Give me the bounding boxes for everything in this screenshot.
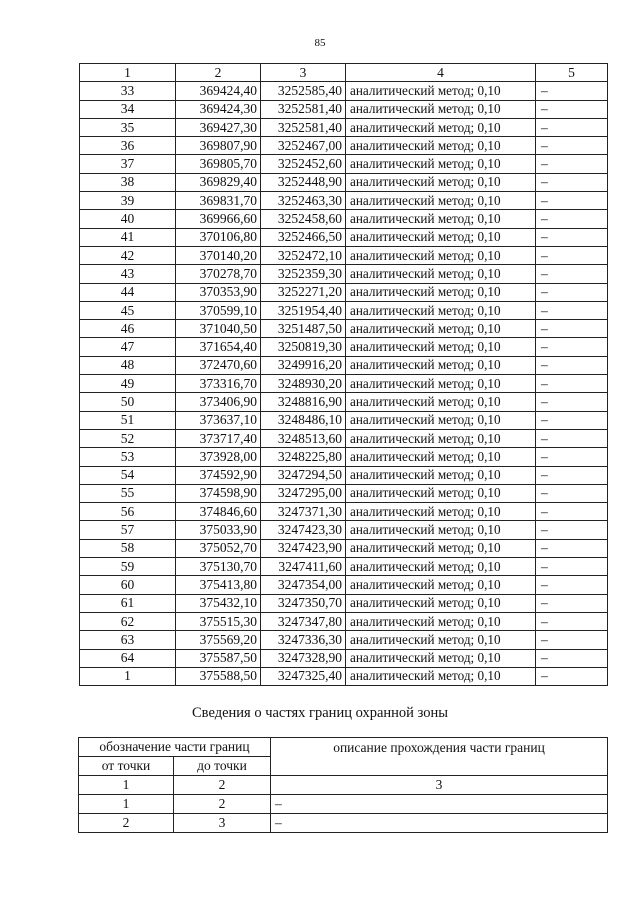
y-coordinate-cell: 3250819,30	[261, 338, 346, 356]
coordinate-row	[80, 631, 608, 649]
y-coordinate-cell: 3248816,90	[261, 393, 346, 411]
y-coordinate-cell: 3248225,80	[261, 448, 346, 466]
note-cell: –	[536, 612, 608, 630]
coordinate-row	[80, 612, 608, 630]
method-cell: аналитический метод; 0,10	[346, 649, 536, 667]
x-coordinate-cell: 374846,60	[176, 503, 261, 521]
note-cell: –	[536, 539, 608, 557]
index-cell-3: 3	[271, 776, 608, 795]
point-number-cell: 57	[80, 521, 176, 539]
method-cell: аналитический метод; 0,10	[346, 484, 536, 502]
coordinate-row	[80, 576, 608, 594]
y-coordinate-cell: 3251954,40	[261, 301, 346, 319]
x-coordinate-cell: 369831,70	[176, 192, 261, 210]
y-coordinate-cell: 3252359,30	[261, 265, 346, 283]
coordinate-row	[80, 393, 608, 411]
note-cell: –	[536, 338, 608, 356]
note-cell: –	[536, 356, 608, 374]
y-coordinate-cell: 3249916,20	[261, 356, 346, 374]
part-designation-header: обозначение части границ	[79, 738, 271, 757]
section-title: Сведения о частях границ охранной зоны	[192, 705, 448, 721]
method-cell: аналитический метод; 0,10	[346, 667, 536, 685]
note-cell: –	[536, 503, 608, 521]
y-coordinate-cell: 3247350,70	[261, 594, 346, 612]
method-cell: аналитический метод; 0,10	[346, 192, 536, 210]
coordinate-row	[80, 283, 608, 301]
x-coordinate-cell: 371040,50	[176, 320, 261, 338]
to-point-header: до точки	[174, 757, 271, 776]
note-cell: –	[536, 100, 608, 118]
index-cell-1: 1	[79, 776, 174, 795]
x-coordinate-cell: 374592,90	[176, 466, 261, 484]
y-coordinate-cell: 3248930,20	[261, 375, 346, 393]
y-coordinate-cell: 3252581,40	[261, 118, 346, 136]
from-point-cell: 2	[79, 814, 174, 833]
note-cell: –	[536, 265, 608, 283]
method-cell: аналитический метод; 0,10	[346, 137, 536, 155]
coordinate-row	[80, 594, 608, 612]
x-coordinate-cell: 375413,80	[176, 576, 261, 594]
note-cell: –	[536, 466, 608, 484]
x-coordinate-cell: 370106,80	[176, 228, 261, 246]
coordinate-row	[80, 118, 608, 136]
method-cell: аналитический метод; 0,10	[346, 173, 536, 191]
to-point-cell: 2	[174, 795, 271, 814]
coordinate-row	[80, 210, 608, 228]
point-number-cell: 38	[80, 173, 176, 191]
y-coordinate-cell: 3252463,30	[261, 192, 346, 210]
note-cell: –	[536, 375, 608, 393]
from-point-header: от точки	[79, 757, 174, 776]
x-coordinate-cell: 369807,90	[176, 137, 261, 155]
note-cell: –	[536, 521, 608, 539]
y-coordinate-cell: 3252581,40	[261, 100, 346, 118]
coordinate-row	[80, 320, 608, 338]
method-cell: аналитический метод; 0,10	[346, 356, 536, 374]
coordinate-row	[80, 503, 608, 521]
y-coordinate-cell: 3252466,50	[261, 228, 346, 246]
x-coordinate-cell: 373406,90	[176, 393, 261, 411]
coordinate-row	[80, 484, 608, 502]
y-coordinate-cell: 3247294,50	[261, 466, 346, 484]
description-cell: –	[271, 795, 608, 814]
col-header-1: 1	[80, 64, 176, 82]
point-number-cell: 35	[80, 118, 176, 136]
method-cell: аналитический метод; 0,10	[346, 155, 536, 173]
coordinates-header-row	[80, 64, 608, 82]
note-cell: –	[536, 228, 608, 246]
y-coordinate-cell: 3247347,80	[261, 612, 346, 630]
note-cell: –	[536, 301, 608, 319]
note-cell: –	[536, 576, 608, 594]
y-coordinate-cell: 3252585,40	[261, 82, 346, 100]
method-cell: аналитический метод; 0,10	[346, 301, 536, 319]
x-coordinate-cell: 373717,40	[176, 429, 261, 447]
point-number-cell: 43	[80, 265, 176, 283]
coordinate-row	[80, 466, 608, 484]
x-coordinate-cell: 375515,30	[176, 612, 261, 630]
x-coordinate-cell: 370353,90	[176, 283, 261, 301]
point-number-cell: 37	[80, 155, 176, 173]
point-number-cell: 45	[80, 301, 176, 319]
y-coordinate-cell: 3247411,60	[261, 558, 346, 576]
method-cell: аналитический метод; 0,10	[346, 539, 536, 557]
x-coordinate-cell: 375588,50	[176, 667, 261, 685]
method-cell: аналитический метод; 0,10	[346, 118, 536, 136]
method-cell: аналитический метод; 0,10	[346, 265, 536, 283]
note-cell: –	[536, 320, 608, 338]
boundary-parts-table	[78, 737, 608, 833]
point-number-cell: 53	[80, 448, 176, 466]
note-cell: –	[536, 393, 608, 411]
method-cell: аналитический метод; 0,10	[346, 576, 536, 594]
y-coordinate-cell: 3252472,10	[261, 246, 346, 264]
coordinate-row	[80, 246, 608, 264]
x-coordinate-cell: 373637,10	[176, 411, 261, 429]
y-coordinate-cell: 3252467,00	[261, 137, 346, 155]
coordinate-row	[80, 375, 608, 393]
parts-index-row	[79, 776, 608, 795]
x-coordinate-cell: 369424,30	[176, 100, 261, 118]
point-number-cell: 49	[80, 375, 176, 393]
method-cell: аналитический метод; 0,10	[346, 448, 536, 466]
point-number-cell: 64	[80, 649, 176, 667]
coordinate-row	[80, 137, 608, 155]
y-coordinate-cell: 3247371,30	[261, 503, 346, 521]
method-cell: аналитический метод; 0,10	[346, 411, 536, 429]
point-number-cell: 56	[80, 503, 176, 521]
note-cell: –	[536, 210, 608, 228]
y-coordinate-cell: 3247336,30	[261, 631, 346, 649]
coordinate-row	[80, 558, 608, 576]
point-number-cell: 44	[80, 283, 176, 301]
x-coordinate-cell: 375569,20	[176, 631, 261, 649]
parts-row	[79, 795, 608, 814]
point-number-cell: 55	[80, 484, 176, 502]
y-coordinate-cell: 3248486,10	[261, 411, 346, 429]
note-cell: –	[536, 594, 608, 612]
from-point-cell: 1	[79, 795, 174, 814]
y-coordinate-cell: 3247354,00	[261, 576, 346, 594]
note-cell: –	[536, 192, 608, 210]
point-number-cell: 59	[80, 558, 176, 576]
point-number-cell: 46	[80, 320, 176, 338]
note-cell: –	[536, 484, 608, 502]
point-number-cell: 60	[80, 576, 176, 594]
method-cell: аналитический метод; 0,10	[346, 320, 536, 338]
y-coordinate-cell: 3252271,20	[261, 283, 346, 301]
method-cell: аналитический метод; 0,10	[346, 631, 536, 649]
x-coordinate-cell: 369424,40	[176, 82, 261, 100]
method-cell: аналитический метод; 0,10	[346, 503, 536, 521]
x-coordinate-cell: 369805,70	[176, 155, 261, 173]
coordinate-row	[80, 649, 608, 667]
y-coordinate-cell: 3252452,60	[261, 155, 346, 173]
point-number-cell: 47	[80, 338, 176, 356]
point-number-cell: 41	[80, 228, 176, 246]
coordinates-body	[80, 82, 608, 686]
y-coordinate-cell: 3247423,30	[261, 521, 346, 539]
note-cell: –	[536, 448, 608, 466]
method-cell: аналитический метод; 0,10	[346, 594, 536, 612]
note-cell: –	[536, 631, 608, 649]
note-cell: –	[536, 649, 608, 667]
point-number-cell: 50	[80, 393, 176, 411]
point-number-cell: 62	[80, 612, 176, 630]
x-coordinate-cell: 374598,90	[176, 484, 261, 502]
method-cell: аналитический метод; 0,10	[346, 228, 536, 246]
to-point-cell: 3	[174, 814, 271, 833]
point-number-cell: 40	[80, 210, 176, 228]
x-coordinate-cell: 370140,20	[176, 246, 261, 264]
x-coordinate-cell: 375587,50	[176, 649, 261, 667]
coordinate-row	[80, 265, 608, 283]
coordinate-row	[80, 539, 608, 557]
y-coordinate-cell: 3247325,40	[261, 667, 346, 685]
x-coordinate-cell: 369427,30	[176, 118, 261, 136]
method-cell: аналитический метод; 0,10	[346, 429, 536, 447]
method-cell: аналитический метод; 0,10	[346, 82, 536, 100]
point-number-cell: 52	[80, 429, 176, 447]
coordinate-row	[80, 448, 608, 466]
note-cell: –	[536, 283, 608, 301]
method-cell: аналитический метод; 0,10	[346, 246, 536, 264]
point-number-cell: 51	[80, 411, 176, 429]
coordinate-row	[80, 667, 608, 685]
y-coordinate-cell: 3247295,00	[261, 484, 346, 502]
point-number-cell: 61	[80, 594, 176, 612]
y-coordinate-cell: 3251487,50	[261, 320, 346, 338]
x-coordinate-cell: 369829,40	[176, 173, 261, 191]
point-number-cell: 1	[80, 667, 176, 685]
note-cell: –	[536, 137, 608, 155]
col-header-5: 5	[536, 64, 608, 82]
coordinate-row	[80, 192, 608, 210]
note-cell: –	[536, 429, 608, 447]
coordinate-row	[80, 338, 608, 356]
note-cell: –	[536, 118, 608, 136]
method-cell: аналитический метод; 0,10	[346, 338, 536, 356]
note-cell: –	[536, 82, 608, 100]
point-number-cell: 42	[80, 246, 176, 264]
coordinate-row	[80, 228, 608, 246]
page-number: 85	[314, 37, 326, 49]
point-number-cell: 48	[80, 356, 176, 374]
y-coordinate-cell: 3247423,90	[261, 539, 346, 557]
x-coordinate-cell: 372470,60	[176, 356, 261, 374]
col-header-2: 2	[176, 64, 261, 82]
method-cell: аналитический метод; 0,10	[346, 466, 536, 484]
point-number-cell: 33	[80, 82, 176, 100]
coordinate-row	[80, 173, 608, 191]
x-coordinate-cell: 370599,10	[176, 301, 261, 319]
point-number-cell: 58	[80, 539, 176, 557]
point-number-cell: 39	[80, 192, 176, 210]
method-cell: аналитический метод; 0,10	[346, 612, 536, 630]
method-cell: аналитический метод; 0,10	[346, 210, 536, 228]
point-number-cell: 34	[80, 100, 176, 118]
point-number-cell: 36	[80, 137, 176, 155]
parts-header-row	[79, 738, 608, 757]
x-coordinate-cell: 375033,90	[176, 521, 261, 539]
y-coordinate-cell: 3247328,90	[261, 649, 346, 667]
description-cell: –	[271, 814, 608, 833]
coordinate-row	[80, 411, 608, 429]
x-coordinate-cell: 370278,70	[176, 265, 261, 283]
method-cell: аналитический метод; 0,10	[346, 521, 536, 539]
x-coordinate-cell: 375432,10	[176, 594, 261, 612]
col-header-3: 3	[261, 64, 346, 82]
point-number-cell: 54	[80, 466, 176, 484]
x-coordinate-cell: 375052,70	[176, 539, 261, 557]
x-coordinate-cell: 373928,00	[176, 448, 261, 466]
method-cell: аналитический метод; 0,10	[346, 283, 536, 301]
note-cell: –	[536, 155, 608, 173]
note-cell: –	[536, 246, 608, 264]
coordinate-row	[80, 429, 608, 447]
coordinate-row	[80, 521, 608, 539]
coordinates-table	[79, 63, 608, 686]
method-cell: аналитический метод; 0,10	[346, 393, 536, 411]
y-coordinate-cell: 3252458,60	[261, 210, 346, 228]
coordinate-row	[80, 82, 608, 100]
note-cell: –	[536, 173, 608, 191]
parts-row	[79, 814, 608, 833]
coordinate-row	[80, 100, 608, 118]
coordinate-row	[80, 301, 608, 319]
y-coordinate-cell: 3248513,60	[261, 429, 346, 447]
col-header-4: 4	[346, 64, 536, 82]
x-coordinate-cell: 369966,60	[176, 210, 261, 228]
x-coordinate-cell: 373316,70	[176, 375, 261, 393]
x-coordinate-cell: 375130,70	[176, 558, 261, 576]
method-cell: аналитический метод; 0,10	[346, 100, 536, 118]
point-number-cell: 63	[80, 631, 176, 649]
y-coordinate-cell: 3252448,90	[261, 173, 346, 191]
note-cell: –	[536, 558, 608, 576]
method-cell: аналитический метод; 0,10	[346, 558, 536, 576]
coordinate-row	[80, 356, 608, 374]
coordinate-row	[80, 155, 608, 173]
method-cell: аналитический метод; 0,10	[346, 375, 536, 393]
note-cell: –	[536, 411, 608, 429]
note-cell: –	[536, 667, 608, 685]
index-cell-2: 2	[174, 776, 271, 795]
part-description-header: описание прохождения части границ	[271, 738, 608, 776]
x-coordinate-cell: 371654,40	[176, 338, 261, 356]
